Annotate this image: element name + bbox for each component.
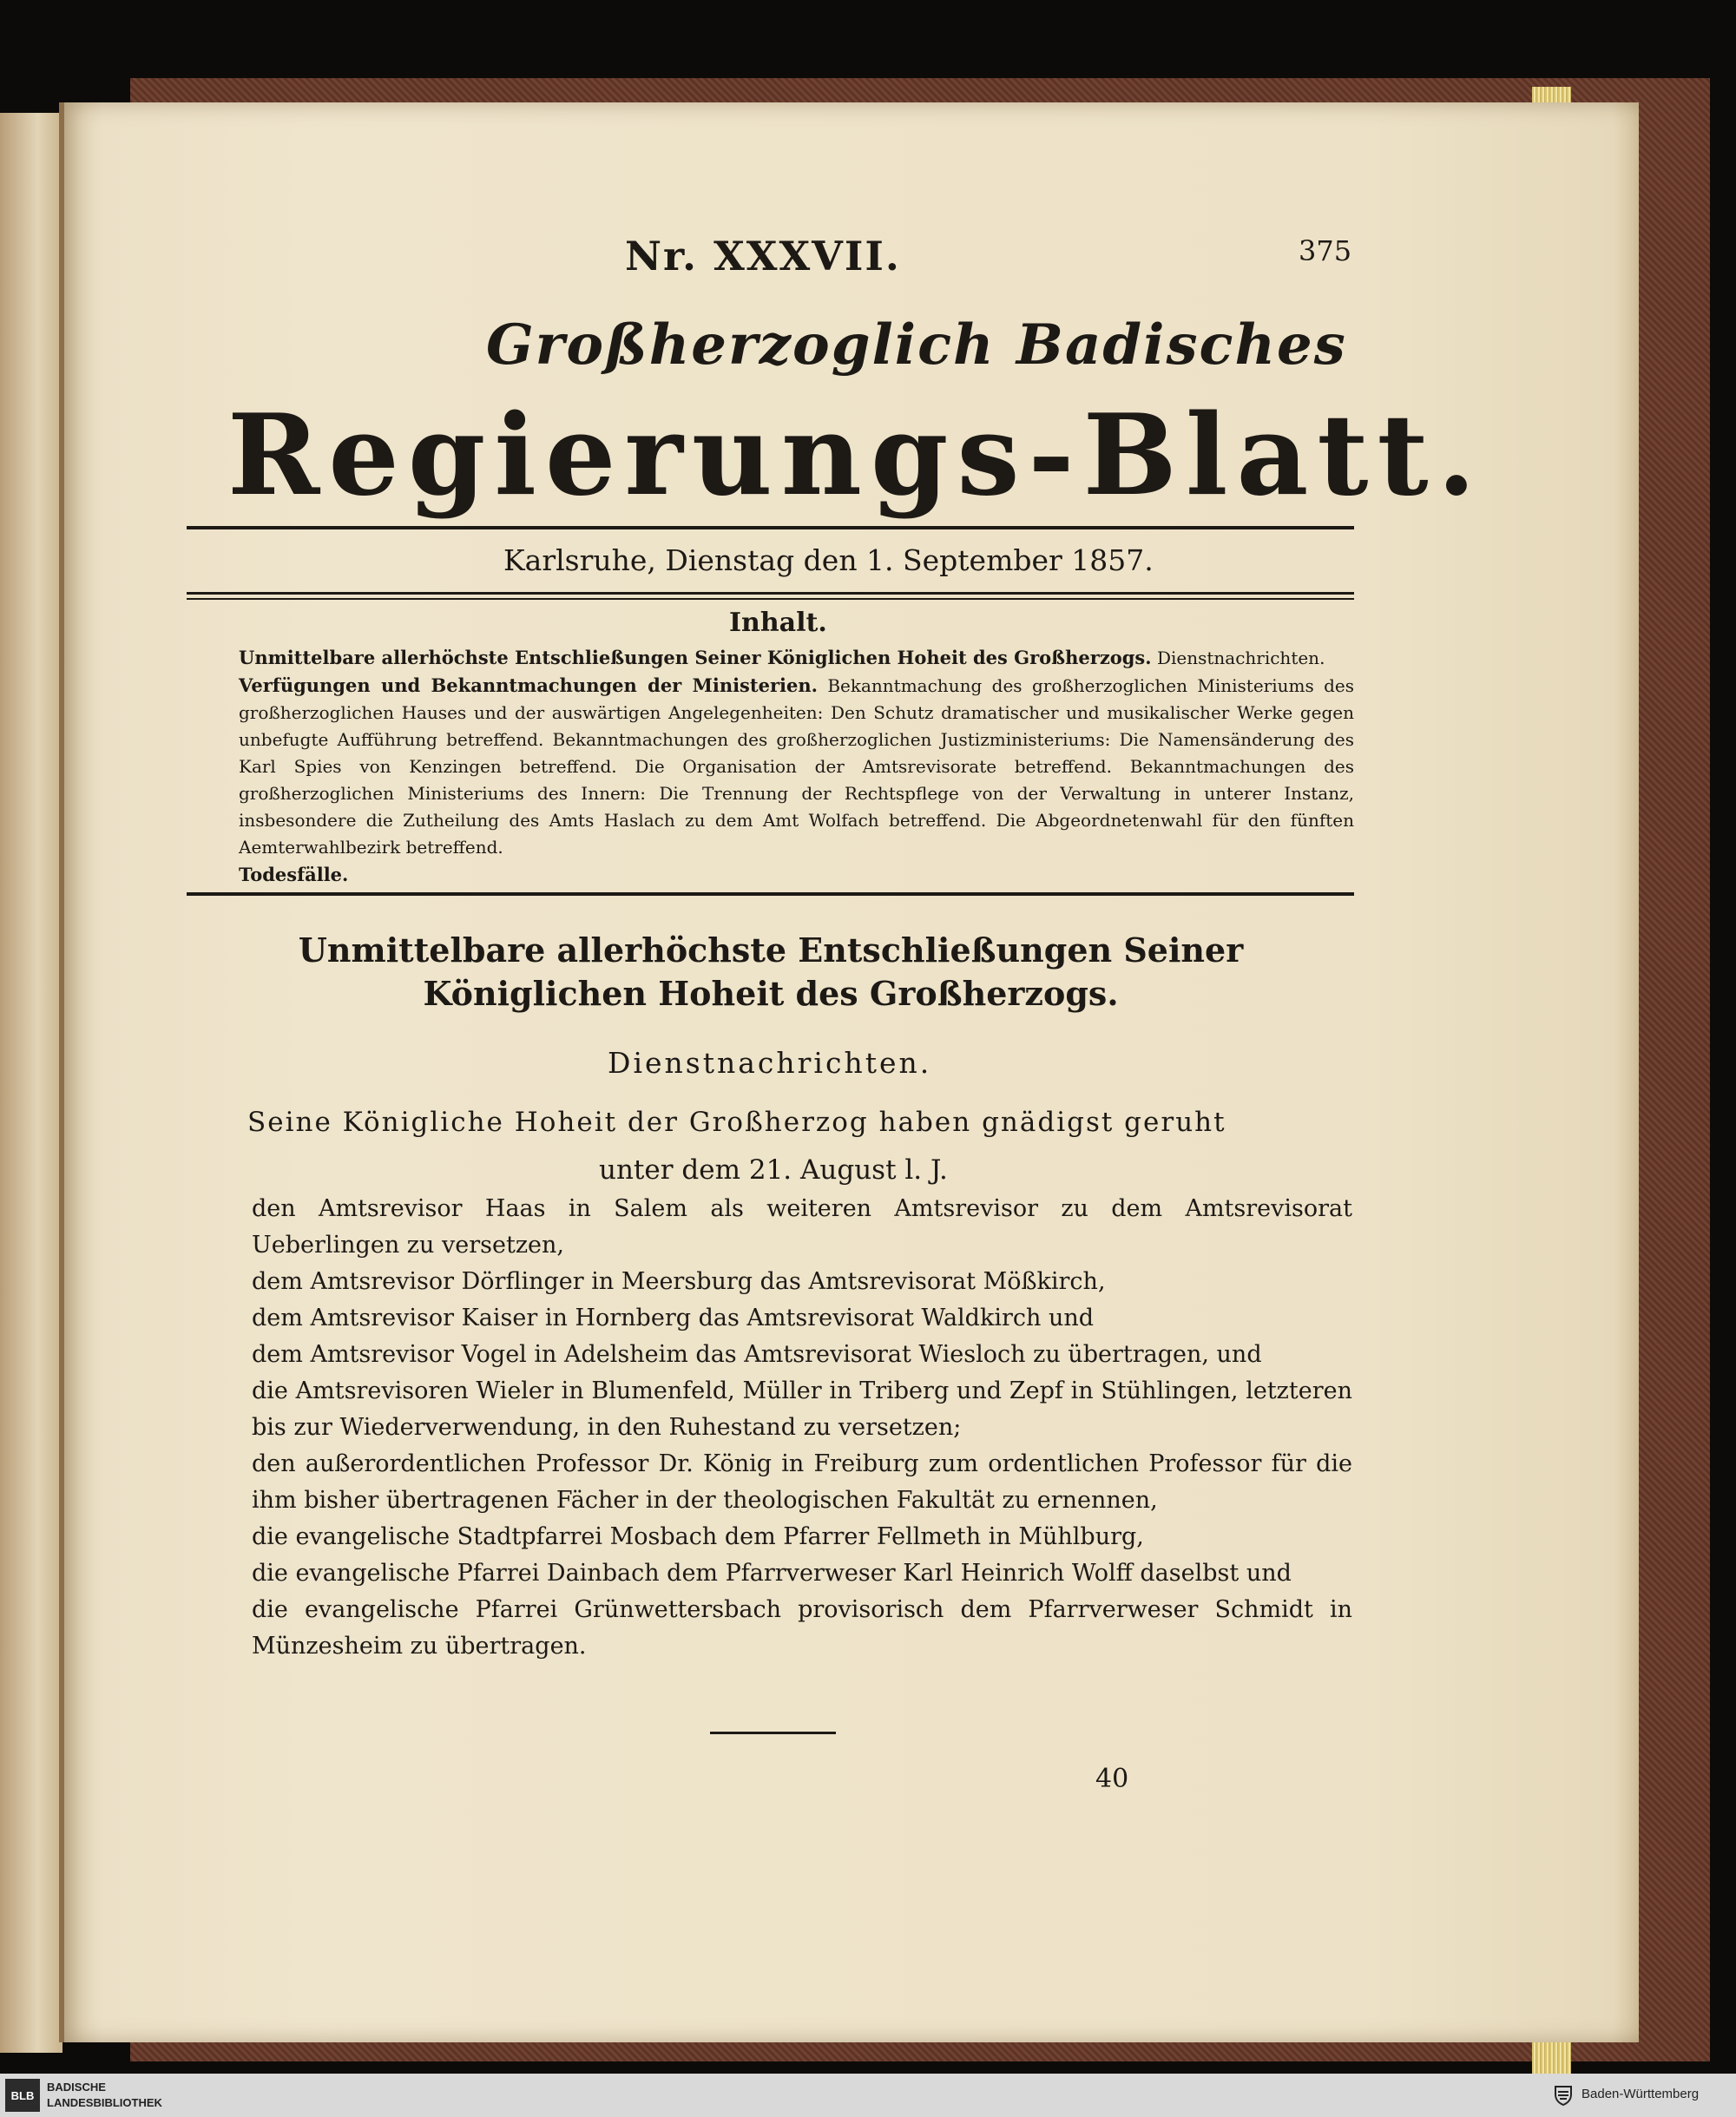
toc-entry <box>187 861 1354 889</box>
library-name-line: BADISCHE <box>47 2081 106 2094</box>
body-paragraph: die evangelische Stadtpfarrei Mosbach dem Pfarrer Fellmeth in Mühlburg, <box>252 1523 1144 1550</box>
body-paragraph: den außerordentlichen Professor Dr. König in Freiburg zum ordentlichen Professor für die ihm bisher übertragenen Fächer in der theologischen Fakultät zu ernennen, <box>252 1450 1352 1514</box>
publication-supertitle: Großherzoglich Badisches <box>486 312 1347 378</box>
toc-entry-title: Unmittelbare allerhöchste Entschließungen Seiner Königlichen Hoheit des Großherzogs. <box>239 647 1152 668</box>
end-rule <box>710 1732 836 1734</box>
body-paragraph: den Amtsrevisor Haas in Salem als weiteren Amtsrevisor zu dem Amtsrevisorat Ueberlingen zu versetzen, <box>252 1195 1352 1259</box>
toc-entry-text: Bekanntmachung des großherzoglichen Ministeriums des großherzoglichen Hauses und der auswärtigen Angelegenheiten: Den Schutz dramatischer und musikalischer Werke gegen unbefugte Aufführung betreffend. Bekanntmachungen des großherzoglichen Justizministeriums: Die Namensänderung des Karl Spies von Kenzingen betreffend. Die Organisation der Amtsrevisorate betreffend. Bekanntmachungen des großherzoglichen Ministeriums des Innern: Die Trennung der Rechtspflege von der Verwaltung in unterer Instanz, insbesondere die Zutheilung des Amts Haslach zu dem Amt Wolfach betreffend. Die Abgeordnetenwahl für den fünften Aemterwahlbezirk betreffend. <box>239 675 1355 858</box>
toc-entry <box>187 672 1354 861</box>
body-paragraph: dem Amtsrevisor Dörflinger in Meersburg das Amtsrevisorat Mößkirch, <box>252 1268 1106 1295</box>
section-heading: Unmittelbare allerhöchste Entschließungen Seiner Königlichen Hoheit des Großherzogs. <box>298 930 1244 1013</box>
toc-entry-title: Verfügungen und Bekanntmachungen der Ministerien. <box>239 674 818 696</box>
title-rule-top <box>187 526 1354 529</box>
toc-entry <box>187 644 1354 672</box>
lead-date: unter dem 21. August l. J. <box>599 1154 948 1186</box>
toc-entry-text: Dienstnachrichten. <box>1156 648 1325 668</box>
page-number: 375 <box>1299 234 1352 267</box>
body-paragraph: die Amtsrevisoren Wieler in Blumenfeld, Müller in Triberg und Zepf in Stühlingen, letzteren bis zur Wiederverwendung, in den Ruhestand zu versetzen; <box>252 1377 1352 1441</box>
dateline-rule-2 <box>187 598 1354 600</box>
viewer-footer <box>0 2074 1736 2117</box>
blb-logo[interactable]: BLB <box>5 2079 40 2112</box>
toc-entry-title: Todesfälle. <box>239 864 349 885</box>
body-paragraph: dem Amtsrevisor Kaiser in Hornberg das Amtsrevisorat Waldkirch und <box>252 1305 1095 1331</box>
dateline: Karlsruhe, Dienstag den 1. September 1857. <box>503 543 1154 577</box>
contents-heading: Inhalt. <box>729 608 827 638</box>
body-paragraph: dem Amtsrevisor Vogel in Adelsheim das Amtsrevisorat Wiesloch zu übertragen, und <box>252 1341 1262 1368</box>
library-name <box>47 2080 162 2111</box>
issue-number: Nr. XXXVII. <box>625 233 901 279</box>
signature-number: 40 <box>1095 1764 1129 1794</box>
table-of-contents <box>187 644 1354 889</box>
subsection-heading: Dienstnachrichten. <box>608 1046 932 1080</box>
dateline-rule-1 <box>187 592 1354 595</box>
body-paragraph: die evangelische Pfarrei Grünwettersbach provisorisch dem Pfarrverweser Schmidt in Münzesheim zu übertragen. <box>252 1596 1352 1660</box>
contents-rule <box>187 892 1354 896</box>
library-name-line: LANDESBIBLIOTHEK <box>47 2096 162 2109</box>
body-paragraph: die evangelische Pfarrei Dainbach dem Pfarrverweser Karl Heinrich Wolff daselbst und <box>252 1560 1292 1587</box>
lead-line: Seine Königliche Hoheit der Großherzog haben gnädigst geruht <box>247 1107 1226 1138</box>
publication-title: Regierungs-Blatt. <box>227 391 1485 521</box>
body-text <box>189 1191 1352 1665</box>
coat-of-arms-icon <box>1552 2084 1575 2107</box>
state-name[interactable]: Baden-Württemberg <box>1581 2087 1700 2101</box>
